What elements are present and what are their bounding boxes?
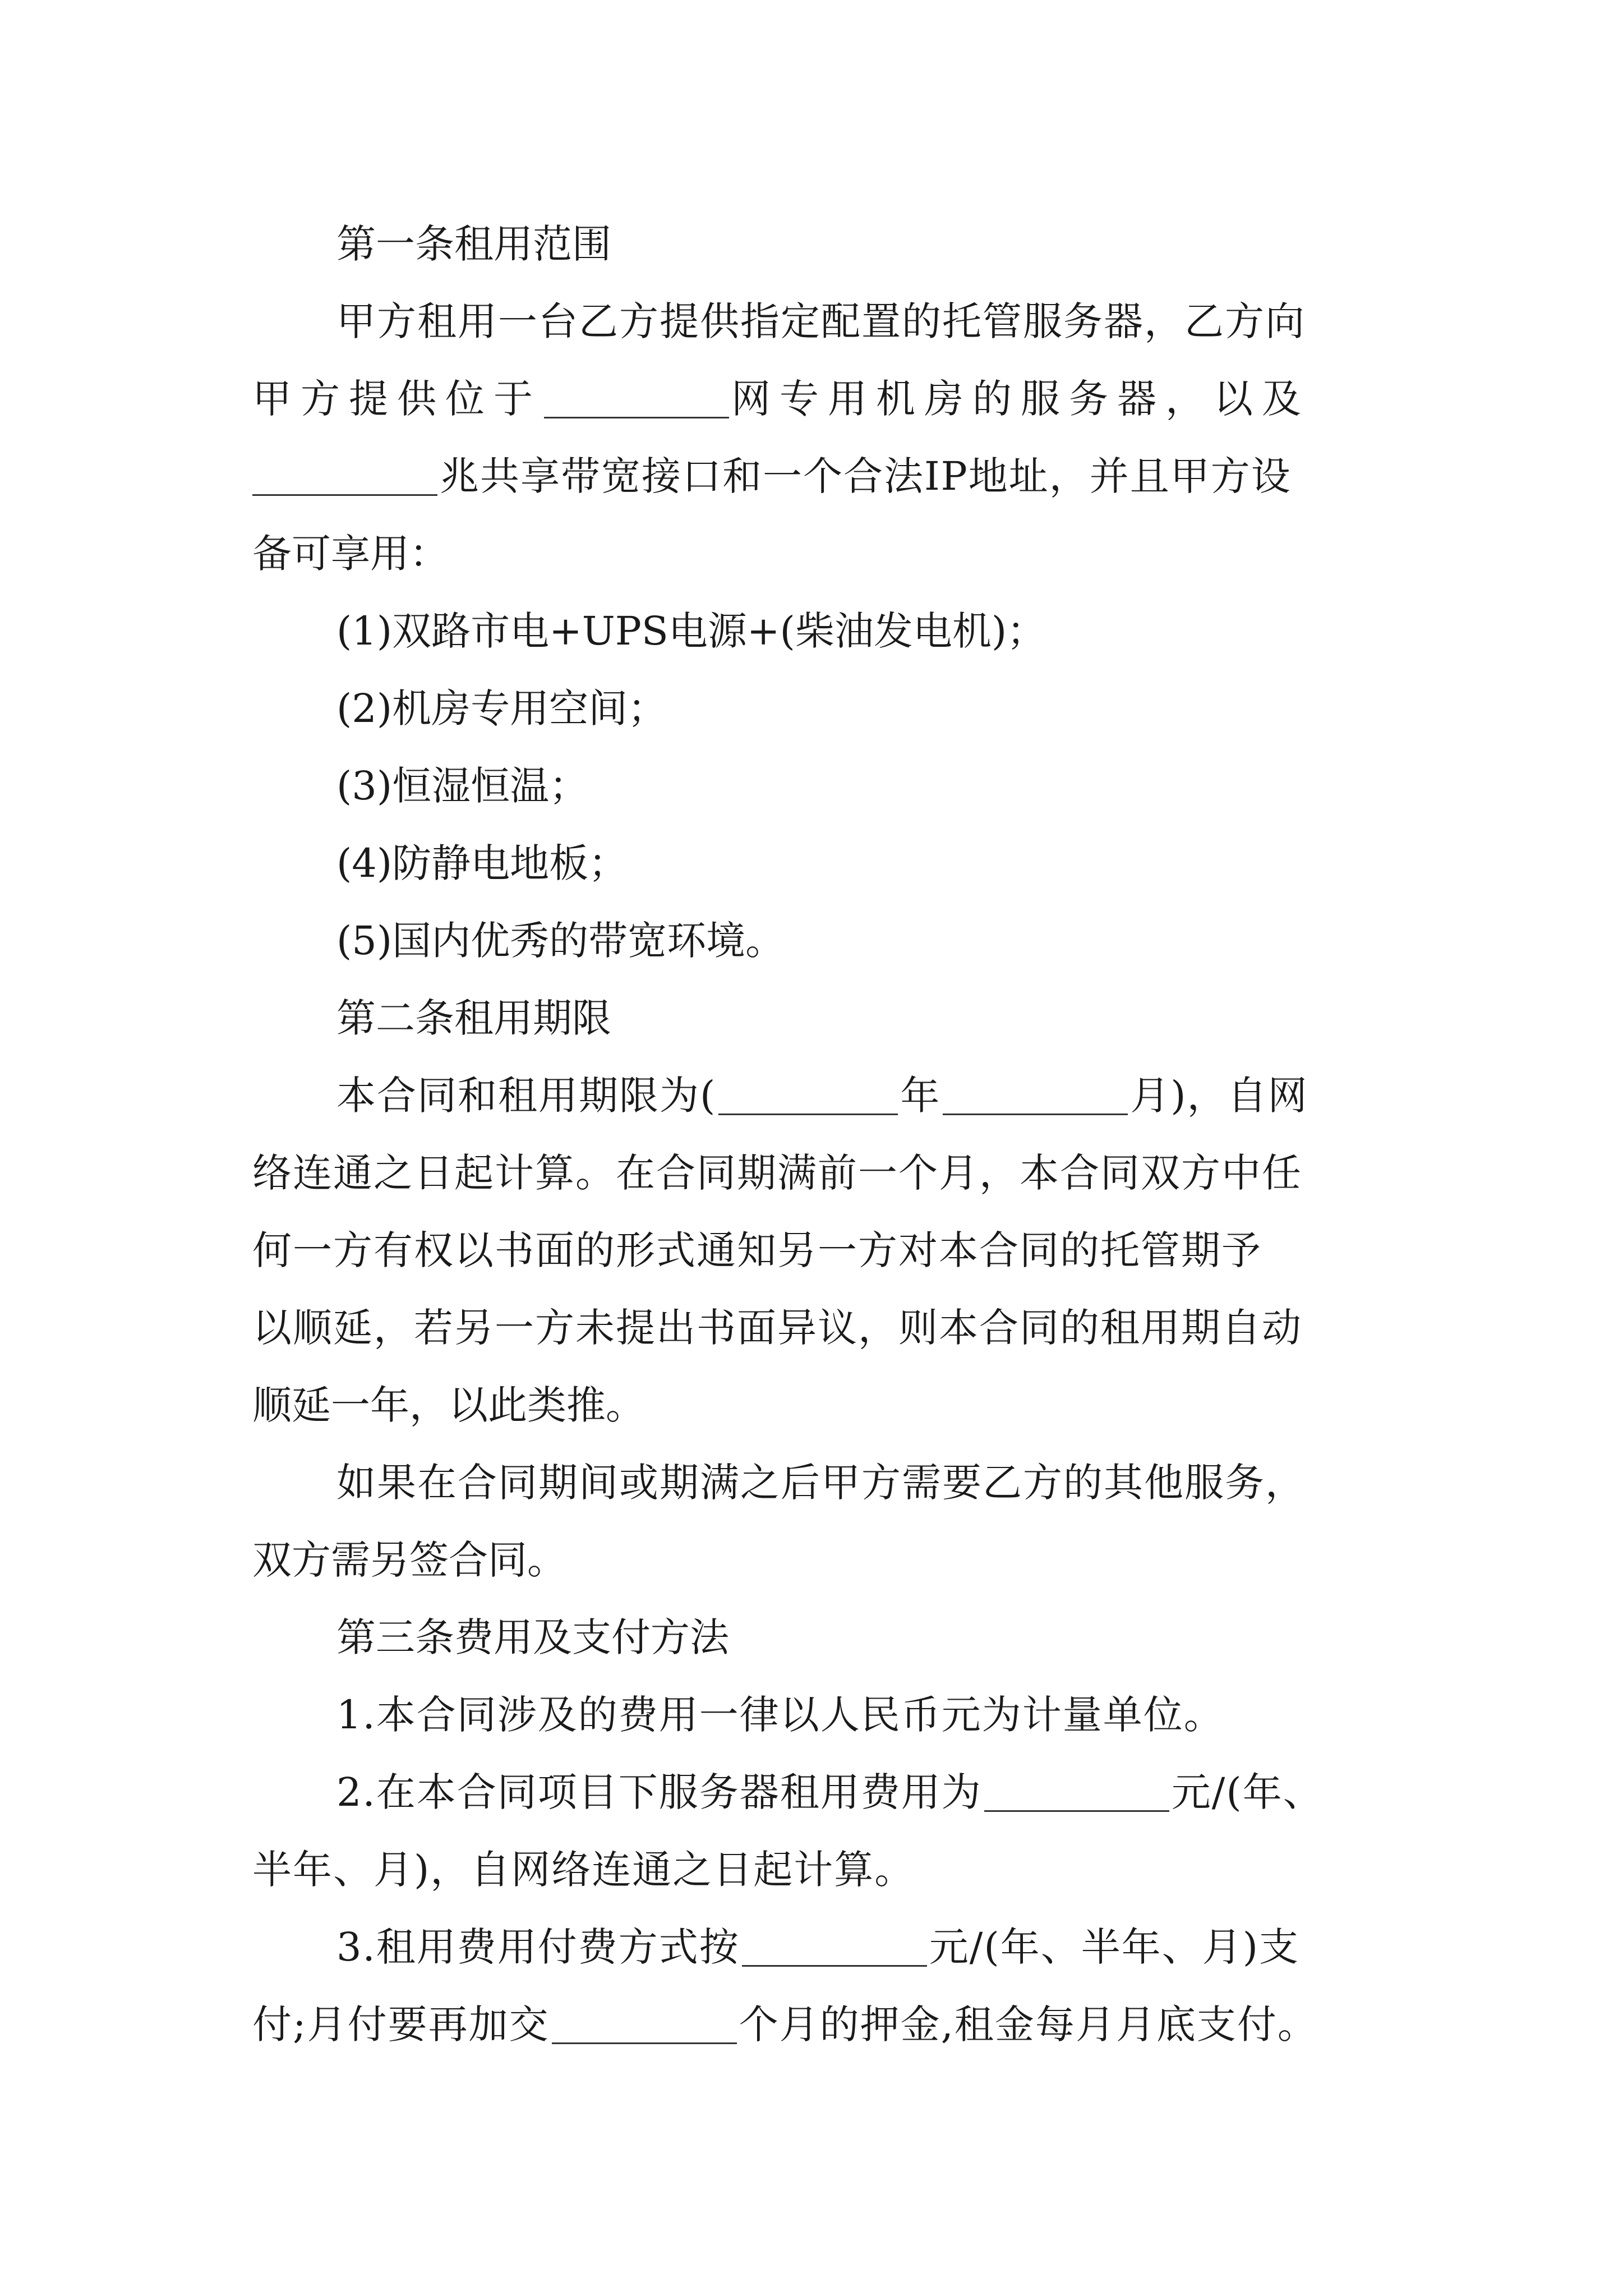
fill-in-blank: [252, 457, 437, 496]
article1-paragraph-line: 甲方租用一台乙方提供指定配置的托管服务器，乙方向: [336, 298, 1306, 344]
article1-paragraph-line: [252, 376, 1310, 422]
fill-in-blank: [742, 1928, 927, 1967]
text-segment: 网专用机房的服务器，以及: [731, 376, 1310, 422]
list-item: (2)机房专用空间；: [336, 685, 667, 731]
text-segment: 2.在本合同项目下服务器租用费用为: [336, 1769, 982, 1815]
text-segment: 兆共享带宽接口和一个合法IP地址，并且甲方设: [440, 453, 1292, 499]
text-segment: 付;月付要再加交: [252, 2001, 550, 2047]
text-segment: 元/(年、半年、月)支: [929, 1924, 1299, 1970]
text-segment: 3.租用费用付费方式按: [336, 1924, 740, 1970]
text-segment: 本合同和租用期限为(: [336, 1073, 717, 1119]
article3-item: 半年、月)，自网络连通之日起计算。: [252, 1847, 915, 1893]
fill-in-blank: [943, 1076, 1128, 1115]
fill-in-blank: [552, 2005, 737, 2044]
text-segment: 个月的押金,租金每月月底支付。: [739, 2001, 1318, 2047]
article2-paragraph-line: 顺延一年，以此类推。: [252, 1382, 645, 1428]
article2-paragraph-line: 如果在合同期间或期满之后甲方需要乙方的其他服务，: [336, 1460, 1306, 1506]
list-item: (3)恒湿恒温；: [336, 763, 589, 809]
fill-in-blank: [544, 380, 729, 418]
article2-paragraph-line: [336, 1073, 1308, 1119]
article3-heading: 第三条费用及支付方法: [336, 1614, 729, 1660]
article2-paragraph-line: 何一方有权以书面的形式通知另一方对本合同的托管期予: [252, 1227, 1262, 1273]
article2-paragraph-line: 络连通之日起计算。在合同期满前一个月，本合同双方中任: [252, 1150, 1302, 1196]
fill-in-blank: [984, 1773, 1169, 1812]
article1-paragraph-line: [252, 453, 1292, 499]
text-segment: 元/(年、: [1171, 1769, 1324, 1815]
article1-heading: 第一条租用范围: [336, 221, 611, 267]
article2-paragraph-line: 以顺延，若另一方未提出书面异议，则本合同的租用期自动: [252, 1305, 1302, 1351]
article1-paragraph-line: 备可享用：: [252, 531, 449, 577]
article2-heading: 第二条租用期限: [336, 995, 611, 1041]
article3-item: 1.本合同涉及的费用一律以人民币元为计量单位。: [336, 1692, 1224, 1738]
list-item: (5)国内优秀的带宽环境。: [336, 918, 785, 964]
list-item: (4)防静电地板；: [336, 840, 628, 886]
fill-in-blank: [718, 1076, 898, 1115]
article3-item: [336, 1924, 1299, 1970]
article3-item: [252, 2001, 1318, 2047]
list-item: (1)双路市电+UPS电源+(柴油发电机)；: [336, 608, 1046, 654]
article2-paragraph-line: 双方需另签合同。: [252, 1537, 566, 1583]
text-segment: 甲方提供位于: [252, 376, 542, 422]
text-segment: 月)，自网: [1130, 1073, 1308, 1119]
text-segment: 年: [900, 1073, 941, 1119]
article3-item: [336, 1769, 1324, 1815]
